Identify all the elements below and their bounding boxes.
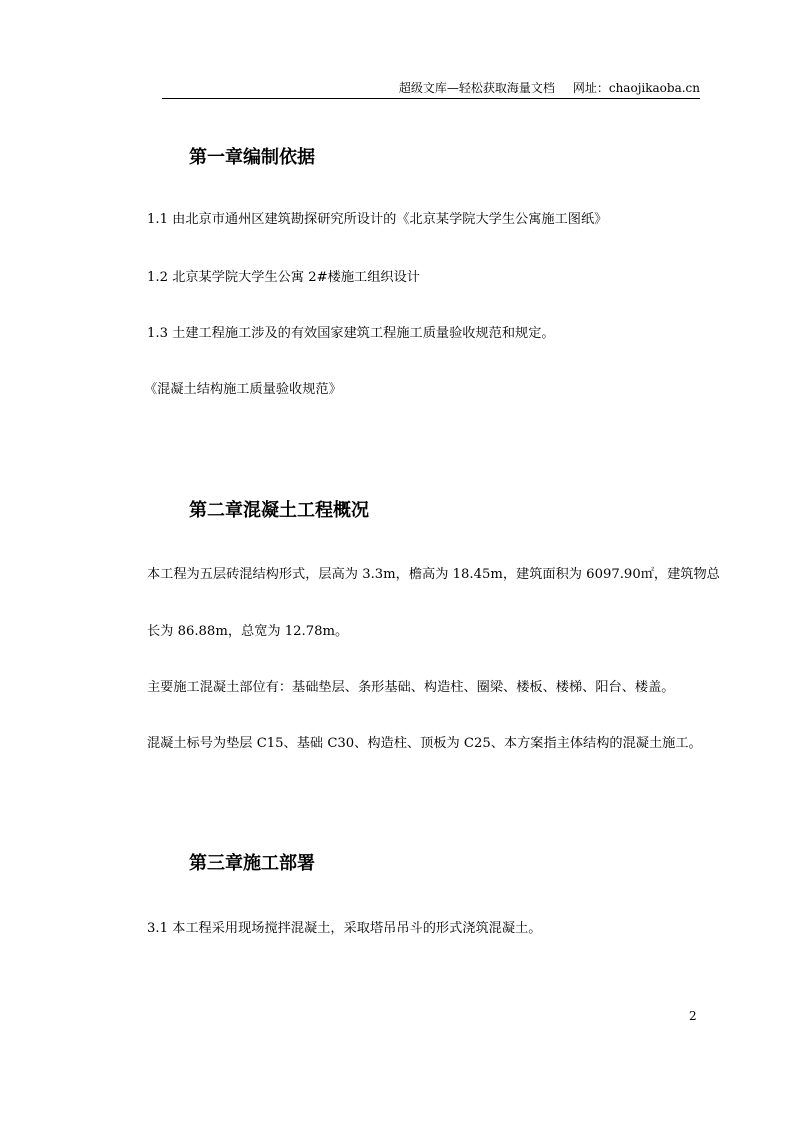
chapter-2-paragraph-1: 本工程为五层砖混结构形式，层高为 3.3m，檐高为 18.45m，建筑面积为 6097.90㎡，建筑物总 — [147, 567, 720, 582]
page-header — [162, 78, 700, 99]
chapter-2-paragraph-3: 主要施工混凝土部位有：基础垫层、条形基础、构造柱、圈梁、楼板、楼梯、阳台、楼盖。 — [147, 680, 675, 695]
chapter-3-paragraph-1: 3.1 本工程采用现场搅拌混凝土，采取塔吊吊斗的形式浇筑混凝土。 — [147, 921, 542, 936]
chapter-2-paragraph-2: 长为 86.88m，总宽为 12.78m。 — [147, 624, 349, 639]
chapter-1-paragraph-4: 《混凝土结构施工质量验收规范》 — [144, 382, 342, 397]
chapter-2-paragraph-4: 混凝土标号为垫层 C15、基础 C30、构造柱、顶板为 C25、本方案指主体结构的混凝土施工。 — [147, 736, 702, 751]
chapter-2-title: 第二章混凝土工程概况 — [189, 500, 369, 521]
chapter-1-paragraph-2: 1.2 北京某学院大学生公寓 2#楼施工组织设计 — [147, 270, 420, 285]
chapter-1-title: 第一章编制依据 — [189, 147, 315, 168]
chapter-1-paragraph-1: 1.1 由北京市通州区建筑勘探研究所设计的《北京某学院大学生公寓施工图纸》 — [147, 212, 608, 227]
header-url-label: 网址： — [572, 81, 609, 95]
header-site-name: 超级文库—轻松获取海量文档 — [398, 81, 555, 95]
page-number: 2 — [689, 1009, 697, 1023]
chapter-3-title: 第三章施工部署 — [189, 853, 315, 874]
header-text — [399, 79, 700, 96]
header-url: chaojikaoba.cn — [608, 81, 700, 95]
chapter-1-paragraph-3: 1.3 土建工程施工涉及的有效国家建筑工程施工质量验收规范和规定。 — [147, 326, 555, 341]
